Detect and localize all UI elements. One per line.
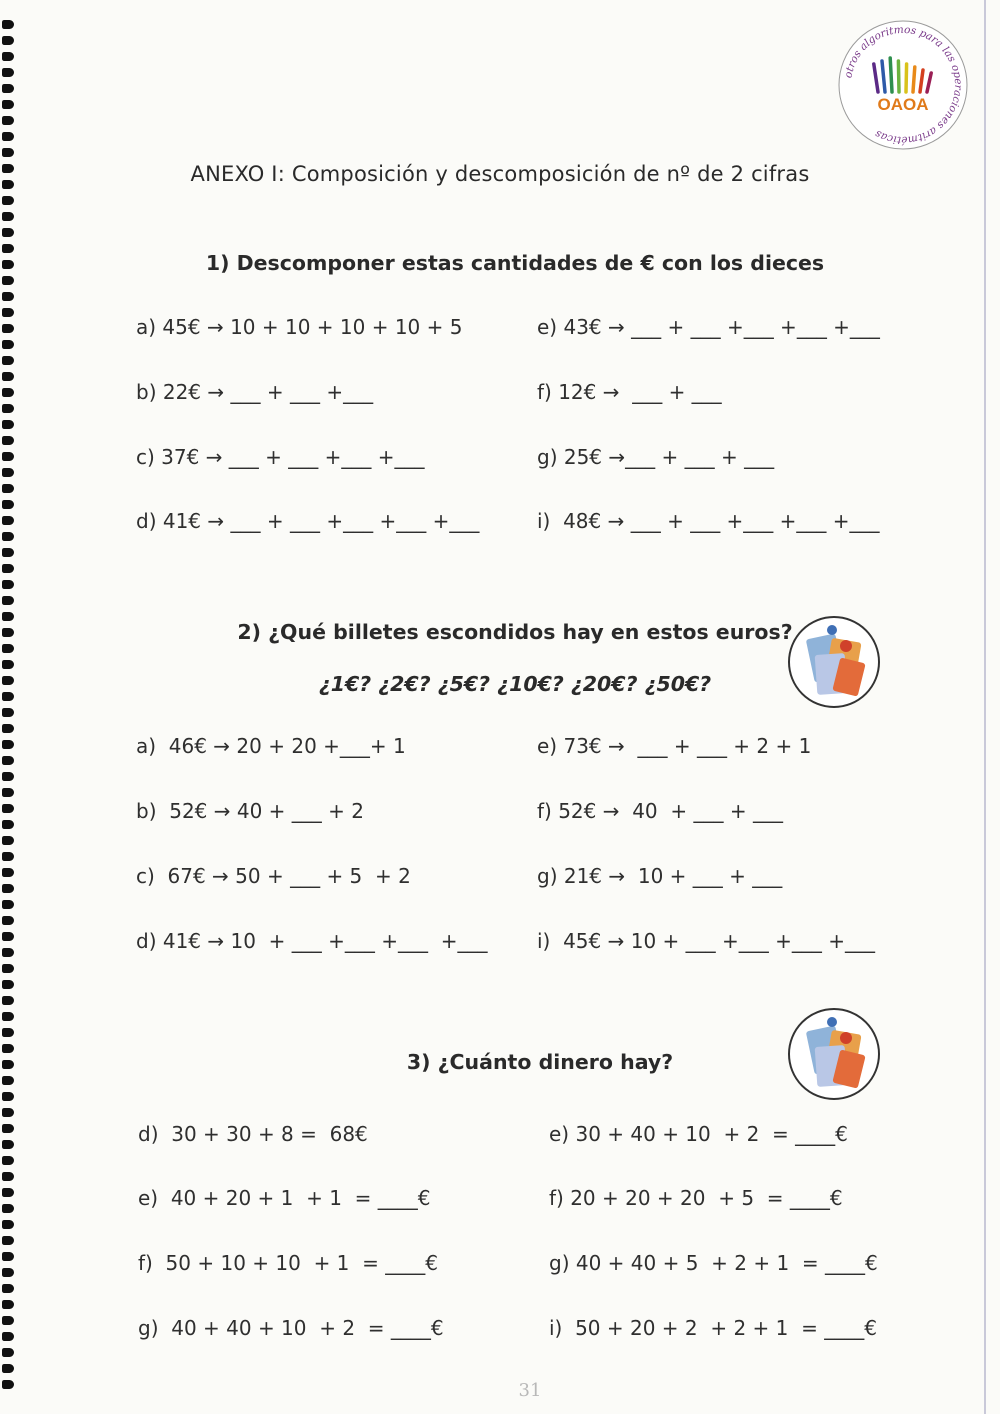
binding-ring: [2, 148, 14, 157]
binding-ring: [2, 612, 14, 621]
binding-ring: [2, 132, 14, 141]
exercise-3e-right: e) 30 + 40 + 10 + 2 = ____€: [549, 1122, 848, 1146]
binding-ring: [2, 1348, 14, 1357]
binding-ring: [2, 804, 14, 813]
binding-ring: [2, 948, 14, 957]
exercise-2a: a) 46€ → 20 + 20 +___+ 1: [136, 734, 406, 758]
section2-heading: 2) ¿Qué billetes escondidos hay en estos euros?: [237, 620, 793, 644]
section2-subheading: ¿1€? ¿2€? ¿5€? ¿10€? ¿20€? ¿50€?: [318, 672, 712, 696]
exercise-1d: d) 41€ → ___ + ___ +___ +___ +___: [136, 509, 480, 533]
oaoa-logo: [836, 18, 970, 152]
binding-ring: [2, 1172, 14, 1181]
binding-ring: [2, 852, 14, 861]
exercise-2g: g) 21€ → 10 + ___ + ___: [537, 864, 783, 888]
binding-ring: [2, 548, 14, 557]
exercise-2e: e) 73€ → ___ + ___ + 2 + 1: [537, 734, 812, 758]
banknotes-picture-2: [786, 1006, 882, 1102]
exercise-1e: e) 43€ → ___ + ___ +___ +___ +___: [537, 315, 880, 339]
binding-ring: [2, 1236, 14, 1245]
logo-bar: [906, 64, 907, 92]
binding-ring: [2, 388, 14, 397]
binding-ring: [2, 916, 14, 925]
binding-ring: [2, 772, 14, 781]
binding-ring: [2, 292, 14, 301]
binding-ring: [2, 68, 14, 77]
binding-ring: [2, 756, 14, 765]
binding-ring: [2, 84, 14, 93]
binding-ring: [2, 308, 14, 317]
binding-ring: [2, 1284, 14, 1293]
binding-ring: [2, 740, 14, 749]
binding-ring: [2, 1092, 14, 1101]
binding-ring: [2, 596, 14, 605]
binding-ring: [2, 20, 14, 29]
exercise-3e: e) 40 + 20 + 1 + 1 = ____€: [138, 1186, 431, 1210]
binding-ring: [2, 692, 14, 701]
binding-ring: [2, 676, 14, 685]
binding-ring: [2, 1188, 14, 1197]
logo-name: OAOA: [877, 95, 929, 114]
exercise-3i-right: i) 50 + 20 + 2 + 2 + 1 = ____€: [549, 1316, 877, 1340]
spiral-binding: [0, 20, 24, 1400]
page-number: 31: [518, 1380, 542, 1401]
binding-ring: [2, 52, 14, 61]
binding-ring: [2, 452, 14, 461]
binding-ring: [2, 1252, 14, 1261]
page-edge: [984, 0, 986, 1414]
exercise-2b: b) 52€ → 40 + ___ + 2: [136, 799, 364, 823]
binding-ring: [2, 1044, 14, 1053]
binding-ring: [2, 788, 14, 797]
exercise-1a: a) 45€ → 10 + 10 + 10 + 10 + 5: [136, 315, 463, 339]
binding-ring: [2, 36, 14, 45]
binding-ring: [2, 820, 14, 829]
binding-ring: [2, 356, 14, 365]
exercise-1i: i) 48€ → ___ + ___ +___ +___ +___: [537, 509, 880, 533]
section1-heading: 1) Descomponer estas cantidades de € con los dieces: [205, 251, 825, 275]
binding-ring: [2, 1204, 14, 1213]
binding-ring: [2, 660, 14, 669]
exercise-2i: i) 45€ → 10 + ___ +___ +___ +___: [537, 929, 875, 953]
binding-ring: [2, 1268, 14, 1277]
exercise-3d: d) 30 + 30 + 8 = 68€: [138, 1122, 368, 1146]
exercise-2d: d) 41€ → 10 + ___ +___ +___ +___: [136, 929, 488, 953]
binding-ring: [2, 532, 14, 541]
section3-heading: 3) ¿Cuánto dinero hay?: [406, 1050, 674, 1074]
binding-ring: [2, 996, 14, 1005]
binding-ring: [2, 324, 14, 333]
binding-ring: [2, 964, 14, 973]
binding-ring: [2, 836, 14, 845]
logo-bar: [890, 58, 892, 92]
binding-ring: [2, 404, 14, 413]
exercise-2f: f) 52€ → 40 + ___ + ___: [537, 799, 783, 823]
binding-ring: [2, 884, 14, 893]
binding-ring: [2, 932, 14, 941]
binding-ring: [2, 900, 14, 909]
binding-ring: [2, 1220, 14, 1229]
binding-ring: [2, 1332, 14, 1341]
binding-ring: [2, 212, 14, 221]
binding-ring: [2, 1156, 14, 1165]
exercise-1f: f) 12€ → ___ + ___: [537, 380, 722, 404]
binding-ring: [2, 1108, 14, 1117]
binding-ring: [2, 1028, 14, 1037]
binding-ring: [2, 468, 14, 477]
binding-ring: [2, 484, 14, 493]
exercise-2c: c) 67€ → 50 + ___ + 5 + 2: [136, 864, 411, 888]
exercise-3f-right: f) 20 + 20 + 20 + 5 = ____€: [549, 1186, 843, 1210]
binding-ring: [2, 516, 14, 525]
binding-ring: [2, 1012, 14, 1021]
binding-ring: [2, 628, 14, 637]
binding-ring: [2, 500, 14, 509]
exercise-3g-right: g) 40 + 40 + 5 + 2 + 1 = ____€: [549, 1251, 878, 1275]
binding-ring: [2, 1060, 14, 1069]
binding-ring: [2, 100, 14, 109]
banknotes-picture: [786, 614, 882, 710]
binding-ring: [2, 1140, 14, 1149]
binding-ring: [2, 116, 14, 125]
binding-ring: [2, 1124, 14, 1133]
binding-ring: [2, 644, 14, 653]
binding-ring: [2, 436, 14, 445]
binding-ring: [2, 1316, 14, 1325]
binding-ring: [2, 420, 14, 429]
logo-ring-text: otros algoritmos para las operaciones aritméticas: [842, 23, 965, 147]
binding-ring: [2, 228, 14, 237]
exercise-1g: g) 25€ →___ + ___ + ___: [537, 445, 775, 469]
binding-ring: [2, 196, 14, 205]
exercise-3g: g) 40 + 40 + 10 + 2 = ____€: [138, 1316, 444, 1340]
binding-ring: [2, 580, 14, 589]
binding-ring: [2, 724, 14, 733]
logo-bar: [898, 61, 899, 92]
exercise-3f: f) 50 + 10 + 10 + 1 = ____€: [138, 1251, 438, 1275]
binding-ring: [2, 340, 14, 349]
binding-ring: [2, 564, 14, 573]
binding-ring: [2, 372, 14, 381]
binding-ring: [2, 708, 14, 717]
binding-ring: [2, 980, 14, 989]
logo-bar: [913, 67, 915, 92]
exercise-1c: c) 37€ → ___ + ___ +___ +___: [136, 445, 425, 469]
exercise-1b: b) 22€ → ___ + ___ +___: [136, 380, 374, 404]
binding-ring: [2, 1300, 14, 1309]
page-title: ANEXO I: Composición y descomposición de nº de 2 cifras: [190, 162, 810, 186]
binding-ring: [2, 276, 14, 285]
binding-ring: [2, 1364, 14, 1373]
binding-ring: [2, 1076, 14, 1085]
binding-ring: [2, 868, 14, 877]
